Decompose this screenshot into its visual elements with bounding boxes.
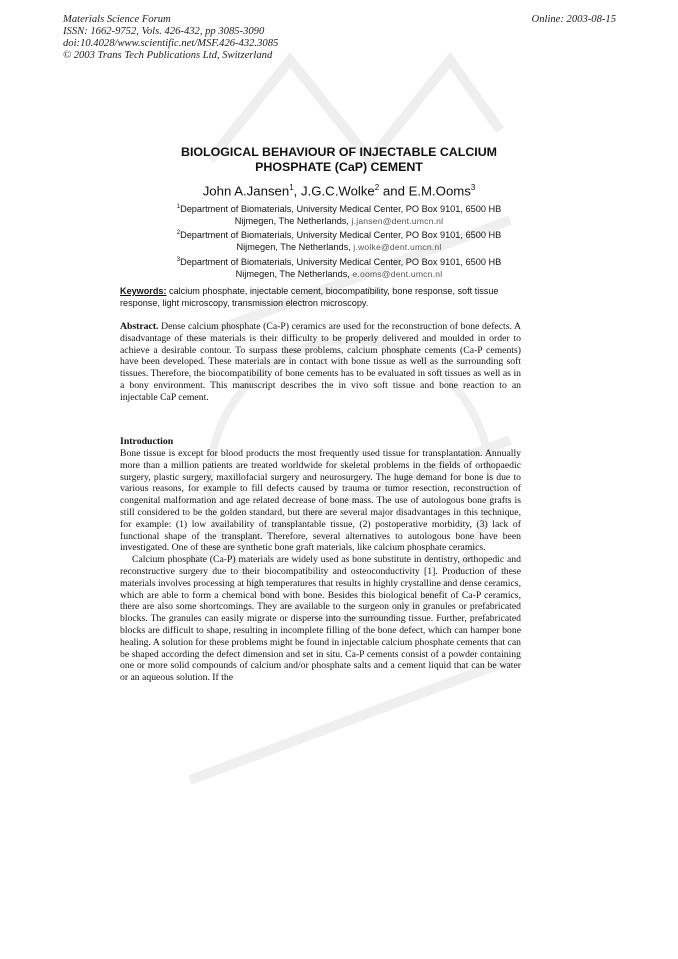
- keywords-text: calcium phosphate, injectable cement, biocompatibility, bone response, soft tissue response, light microscopy, transmission electron microscopy.: [120, 286, 499, 308]
- author-name: E.M.Ooms: [408, 183, 471, 199]
- affiliations: [120, 201, 558, 280]
- paragraph: Calcium phosphate (Ca-P) materials are widely used as bone substitute in dentistry, orthopedic and reconstructive surgery due to their biocompatibility and osteoconductivity [1]. Production of these materials involves processing at high temperatures that results in highly crystalline and dense ceramics, which are able to form a chemical bond with bone. Besides this biological benefit of Ca-P ceramics, there are also some shortcomings. They are available to the surgeon only in granules or prefabricated blocks. The granules can easily migrate or disperse into the surrounding tissue. Further, prefabricated blocks are difficult to shape, resulting in incomplete filling of the bone defect, which can hamper bone healing. A solution for these problems might be found in injectable calcium phosphate cements that can be shaped according the defect dimension and set in situ. Ca-P cements consist of a powder containing one or more solid compounds of calcium and/or phosphate salts and a cement liquid that can be water or an aqueous solution. If the: [120, 554, 521, 684]
- email-link[interactable]: j.jansen@dent.umcn.nl: [351, 216, 444, 227]
- affil-city: Nijmegen, The Netherlands,: [236, 242, 354, 253]
- journal-name: Materials Science Forum: [63, 14, 171, 25]
- author-separator: ,: [293, 183, 301, 199]
- section-heading: Introduction: [120, 436, 174, 447]
- author-name: John A.Jansen: [202, 183, 290, 199]
- introduction-body: [120, 448, 521, 684]
- journal-doi: doi:10.4028/www.scientific.net/MSF.426-432.3085: [63, 38, 279, 49]
- affil-address: Department of Biomaterials, University Medical Center, PO Box 9101, 6500 HB: [180, 230, 502, 241]
- affil-address: Department of Biomaterials, University Medical Center, PO Box 9101, 6500 HB: [180, 204, 502, 215]
- title-line: BIOLOGICAL BEHAVIOUR OF INJECTABLE CALCIUM: [181, 145, 497, 159]
- journal-citation: [63, 14, 278, 62]
- author-name: J.G.C.Wolke: [301, 183, 375, 199]
- online-date: Online: 2003-08-15: [531, 14, 616, 25]
- affil-mark: 3: [176, 256, 181, 263]
- abstract-label: Abstract.: [120, 321, 159, 332]
- keywords: [120, 285, 525, 309]
- email-link[interactable]: j.wolke@dent.umcn.nl: [353, 242, 442, 253]
- author-separator: and: [379, 183, 409, 199]
- abstract: [120, 321, 521, 403]
- journal-issn: ISSN: 1662-9752, Vols. 426-432, pp 3085-3090: [63, 26, 265, 37]
- affiliation: [120, 254, 558, 280]
- affil-address: Department of Biomaterials, University Medical Center, PO Box 9101, 6500 HB: [180, 256, 502, 267]
- title-line: PHOSPHATE (CaP) CEMENT: [255, 160, 423, 174]
- author-list: [120, 183, 558, 198]
- author-affil-mark: 3: [470, 183, 476, 192]
- affiliation: [120, 227, 558, 253]
- affil-city: Nijmegen, The Netherlands,: [235, 268, 353, 279]
- author-affil-mark: 1: [289, 183, 294, 192]
- affiliation: [120, 201, 558, 227]
- affil-mark: 2: [176, 230, 181, 237]
- author-affil-mark: 2: [374, 183, 380, 192]
- keywords-label: Keywords:: [120, 286, 167, 296]
- journal-copyright: © 2003 Trans Tech Publications Ltd, Switzerland: [63, 50, 273, 61]
- affil-city: Nijmegen, The Netherlands,: [234, 216, 352, 227]
- affil-mark: 1: [176, 204, 181, 210]
- abstract-text: Dense calcium phosphate (Ca-P) ceramics are used for the reconstruction of bone defects. A disadvantage of these materials is their difficulty to be properly delivered and moulded in order to achieve a desirable contour. To surpass these problems, calcium phosphate cements (Ca-P cements) have been developed. These materials are in contact with bone tissue as well as the surrounding soft tissues. Therefore, the biocompatibility of bone cements has to be evaluated in soft tissues as well as in a bony environment. This manuscript describes the in vivo soft tissue and bone reaction to an injectable CaP cement.: [120, 321, 521, 403]
- paper-title: [120, 145, 558, 175]
- email-link[interactable]: e.ooms@dent.umcn.nl: [352, 268, 443, 279]
- paragraph: Bone tissue is except for blood products the most frequently used tissue for transplantation. Annually more than a million patients are treated worldwide for skeletal problems in the fields of orthopaedic surgery, plastic surgery, maxillofacial surgery and neurosurgery. The huge demand for bone is due to various reasons, for example to fill defects caused by trauma or tumor resection, reconstruction of congenital malformation and age related decrease of bone mass. The use of autologous bone grafts is still considered to be the golden standard, but there are several major disadvantages in this technique, for example: (1) low availability of transplantable tissue, (2) postoperative morbidity, (3) lack of functional shape of the transplant. Therefore, several alternatives to autologous bone have been investigated. One of these are synthetic bone graft materials, like calcium phosphate ceramics.: [120, 448, 521, 554]
